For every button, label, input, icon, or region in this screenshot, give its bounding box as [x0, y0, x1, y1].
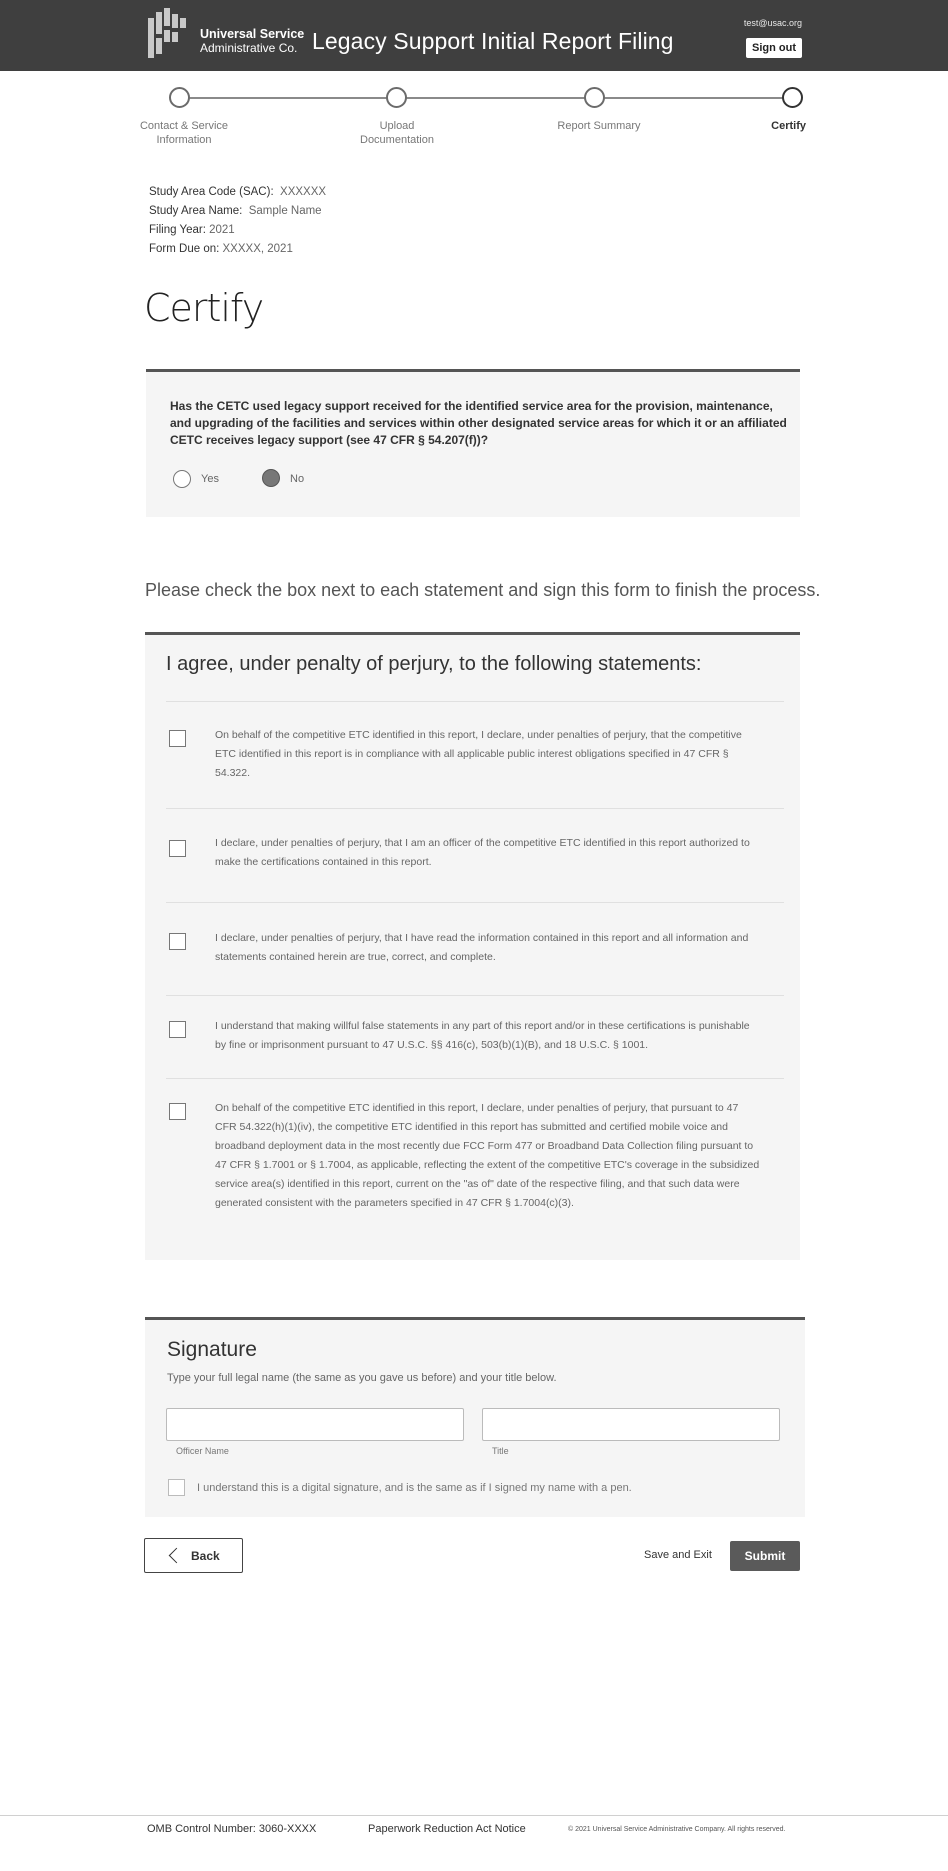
- step-2-label-line1: Upload: [379, 120, 415, 132]
- divider: [166, 995, 784, 996]
- back-button[interactable]: [144, 1538, 243, 1573]
- page-title: Certify: [144, 286, 264, 330]
- filing-year-value: 2021: [209, 224, 235, 236]
- statement-1-text: On behalf of the competitive ETC identified in this report, I declare, under penalties of perjury, that the competitive ETC identified in this report is in compliance with all applicable public interest obligations specified in 47 CFR § 54.322.: [215, 729, 742, 779]
- step-1-circle[interactable]: [169, 87, 190, 108]
- submit-button[interactable]: Submit: [730, 1541, 800, 1571]
- app-title: Legacy Support Initial Report Filing: [312, 28, 674, 54]
- step-2-label-line2: Documentation: [360, 134, 434, 146]
- filing-info: [149, 183, 326, 259]
- save-and-exit-link[interactable]: Save and Exit: [644, 1549, 712, 1561]
- signature-help-text: Type your full legal name (the same as you gave us before) and your title below.: [167, 1372, 557, 1384]
- signature-title: Signature: [167, 1338, 257, 1361]
- digital-signature-checkbox[interactable]: [168, 1479, 185, 1496]
- agreement-title: I agree, under penalty of perjury, to the following statements:: [166, 653, 702, 675]
- step-3-label-line1: Report Summary: [557, 120, 641, 132]
- step-2-circle[interactable]: [386, 87, 407, 108]
- app-header: [0, 0, 948, 71]
- radio-no[interactable]: [262, 469, 280, 487]
- logo-wordmark: [200, 27, 304, 55]
- sign-out-button[interactable]: Sign out: [746, 38, 802, 58]
- step-3-circle[interactable]: [584, 87, 605, 108]
- radio-yes[interactable]: [173, 470, 191, 488]
- statement-2-text: I declare, under penalties of perjury, that I am an officer of the competitive ETC identified in this report authorized to make the certifications contained in this report.: [215, 837, 750, 868]
- officer-name-label: Officer Name: [176, 1446, 229, 1456]
- back-button-label: Back: [191, 1549, 220, 1563]
- statement-2-checkbox[interactable]: [169, 840, 186, 857]
- radio-no-label[interactable]: No: [290, 473, 305, 485]
- paperwork-reduction-act-link[interactable]: Paperwork Reduction Act Notice: [368, 1823, 526, 1835]
- step-1-label-line1: Contact & Service: [139, 120, 229, 132]
- officer-title-label: Title: [492, 1446, 509, 1456]
- statement-4-text: I understand that making willful false statements in any part of this report and/or in these certifications is punishable by fine or imprisonment pursuant to 47 U.S.C. §§ 416(c), 503(b)(1)(B), and 18 U.S.C. § 1001.: [215, 1020, 750, 1051]
- study-area-name-value: Sample Name: [248, 205, 322, 217]
- sac-label: Study Area Code (SAC):: [149, 186, 274, 198]
- divider: [166, 701, 784, 702]
- divider: [166, 808, 784, 809]
- step-4-label[interactable]: [730, 119, 806, 133]
- sac-value: XXXXXX: [280, 186, 327, 198]
- statement-3-checkbox[interactable]: [169, 933, 186, 950]
- chevron-left-icon: [169, 1548, 185, 1564]
- step-4-label-line1: Certify: [771, 120, 806, 132]
- statement-1-checkbox[interactable]: [169, 730, 186, 747]
- copyright-text: © 2021 Universal Service Administrative Company. All rights reserved.: [568, 1826, 786, 1833]
- form-due-label: Form Due on:: [149, 243, 220, 255]
- step-4-circle[interactable]: [782, 87, 803, 108]
- step-3-label[interactable]: [539, 119, 659, 133]
- user-email: test@usac.org: [743, 18, 802, 28]
- stepper-track: [180, 97, 793, 99]
- statement-3-text: I declare, under penalties of perjury, that I have read the information contained in this report and all information and statements contained herein are true, correct, and complete.: [215, 932, 749, 963]
- radio-yes-label[interactable]: Yes: [201, 473, 219, 485]
- logo-line-2: Administrative Co.: [200, 41, 298, 55]
- footer-divider: [0, 1815, 948, 1816]
- statement-5-checkbox[interactable]: [169, 1103, 186, 1120]
- study-area-name-label: Study Area Name:: [149, 205, 243, 217]
- step-1-label-line2: Information: [156, 134, 212, 146]
- filing-year-label: Filing Year:: [149, 224, 206, 236]
- usac-logo-icon: [144, 8, 202, 62]
- legacy-support-question: Has the CETC used legacy support received for the identified service area for the provision, maintenance, and upgrading of the facilities and services within other designated service areas for which it or an affiliated CETC receives legacy support (see 47 CFR § 54.207(f))?: [170, 399, 787, 447]
- step-2-label[interactable]: [337, 119, 457, 147]
- statement-4-checkbox[interactable]: [169, 1021, 186, 1038]
- divider: [166, 902, 784, 903]
- instructions-text: Please check the box next to each statement and sign this form to finish the process.: [145, 580, 821, 600]
- logo-line-1: Universal Service: [200, 27, 305, 41]
- digital-signature-label[interactable]: I understand this is a digital signature, and is the same as if I signed my name with a pen.: [197, 1482, 632, 1494]
- officer-name-input[interactable]: [166, 1408, 464, 1441]
- step-1-label[interactable]: [124, 119, 244, 147]
- officer-title-input[interactable]: [482, 1408, 780, 1441]
- divider: [166, 1078, 784, 1079]
- omb-control-number: OMB Control Number: 3060-XXXX: [147, 1823, 317, 1835]
- form-due-value: XXXXX, 2021: [222, 243, 293, 255]
- statement-5-text: On behalf of the competitive ETC identified in this report, I declare, under penalties of perjury, that pursuant to 47 CFR 54.322(h)(1)(iv), the competitive ETC identified in this report has submitted and certified mobile voice and broadband deployment data in the most recently due FCC Form 477 or Broadband Data Collection filing pursuant to 47 CFR § 1.7001 or § 1.7004, as applicable, reflecting the extent of the competitive ETC's coverage in the subsidized service area(s) identified in this report, current on the "as of" date of the respective filing, and that such data were generated consistent with the parameters specified in 47 CFR § 1.7004(c)(3).: [215, 1102, 760, 1209]
